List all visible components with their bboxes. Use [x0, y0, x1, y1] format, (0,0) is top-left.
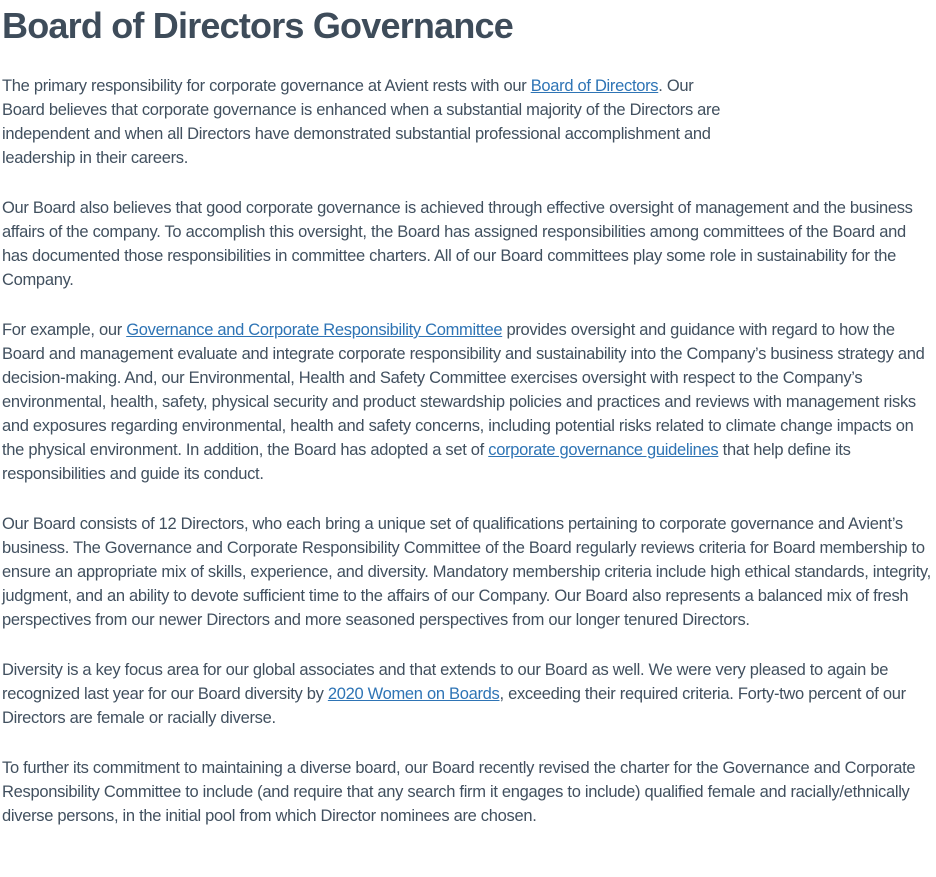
- paragraph: [2, 196, 934, 292]
- text-run: Our Board consists of 12 Directors, who each bring a unique set of qualifications pertaining to corporate governance and Avient’s business. The Governance and Corporate Responsibility Committee of the Board regularly reviews criteria for Board membership to ensure an appropriate mix of skills, experience, and diversity. Mandatory membership criteria include high ethical standards, integrity, judgment, and an ability to devote sufficient time to the affairs of our Company. Our Board also represents a balanced mix of fresh perspectives from our newer Directors and more seasoned perspectives from our longer tenured Directors.: [2, 515, 931, 629]
- text-run: . Our Board believes that corporate governance is enhanced when a substantial majority of the Directors are independent and when all Directors have demonstrated substantial professional accomplishment and leadership in their careers.: [2, 77, 721, 167]
- text-run: Diversity is a key focus area for our global associates and that extends to our Board as well. We were very pleased to again be recognized last year for our Board diversity by: [2, 661, 889, 703]
- corporate-governance-guidelines-link[interactable]: corporate governance guidelines: [488, 441, 719, 459]
- text-run: Our Board also believes that good corporate governance is achieved through effective oversight of management and the business affairs of the company. To accomplish this oversight, the Board has assigned responsibilities among committees of the Board and has documented those responsibilities in committee charters. All of our Board committees play some role in sustainability for the Company.: [2, 199, 913, 289]
- governance-committee-link[interactable]: Governance and Corporate Responsibility Committee: [126, 321, 503, 339]
- text-run: that help define its responsibilities and guide its conduct.: [2, 441, 851, 483]
- paragraph: [2, 74, 730, 170]
- paragraph: [2, 756, 934, 828]
- text-run: The primary responsibility for corporate governance at Avient rests with our: [2, 77, 531, 95]
- text-run: For example, our: [2, 321, 127, 339]
- page-title: Board of Directors Governance: [2, 5, 513, 46]
- women-on-boards-link[interactable]: 2020 Women on Boards: [327, 685, 500, 703]
- text-run: provides oversight and guidance with regard to how the Board and management evaluate and integrate corporate responsibility and sustainability into the Company’s business strategy and decision-making. And, our Environmental, Health and Safety Committee exercises oversight with respect to the Company’s environmental, health, safety, physical security and product stewardship policies and practices and reviews with management risks and exposures regarding environmental, health and safety concerns, including potential risks related to climate change impacts on the physical environment. In addition, the Board has adopted a set of: [2, 321, 925, 459]
- board-of-directors-link[interactable]: Board of Directors: [530, 77, 659, 95]
- paragraph: [2, 512, 934, 632]
- text-run: , exceeding their required criteria. Forty-two percent of our Directors are female or racially diverse.: [2, 685, 906, 727]
- paragraph: [2, 318, 934, 486]
- text-run: To further its commitment to maintaining a diverse board, our Board recently revised the charter for the Governance and Corporate Responsibility Committee to include (and require that any search firm it engages to include) qualified female and racially/ethnically diverse persons, in the initial pool from which Director nominees are chosen.: [2, 759, 916, 825]
- paragraph: [2, 658, 934, 730]
